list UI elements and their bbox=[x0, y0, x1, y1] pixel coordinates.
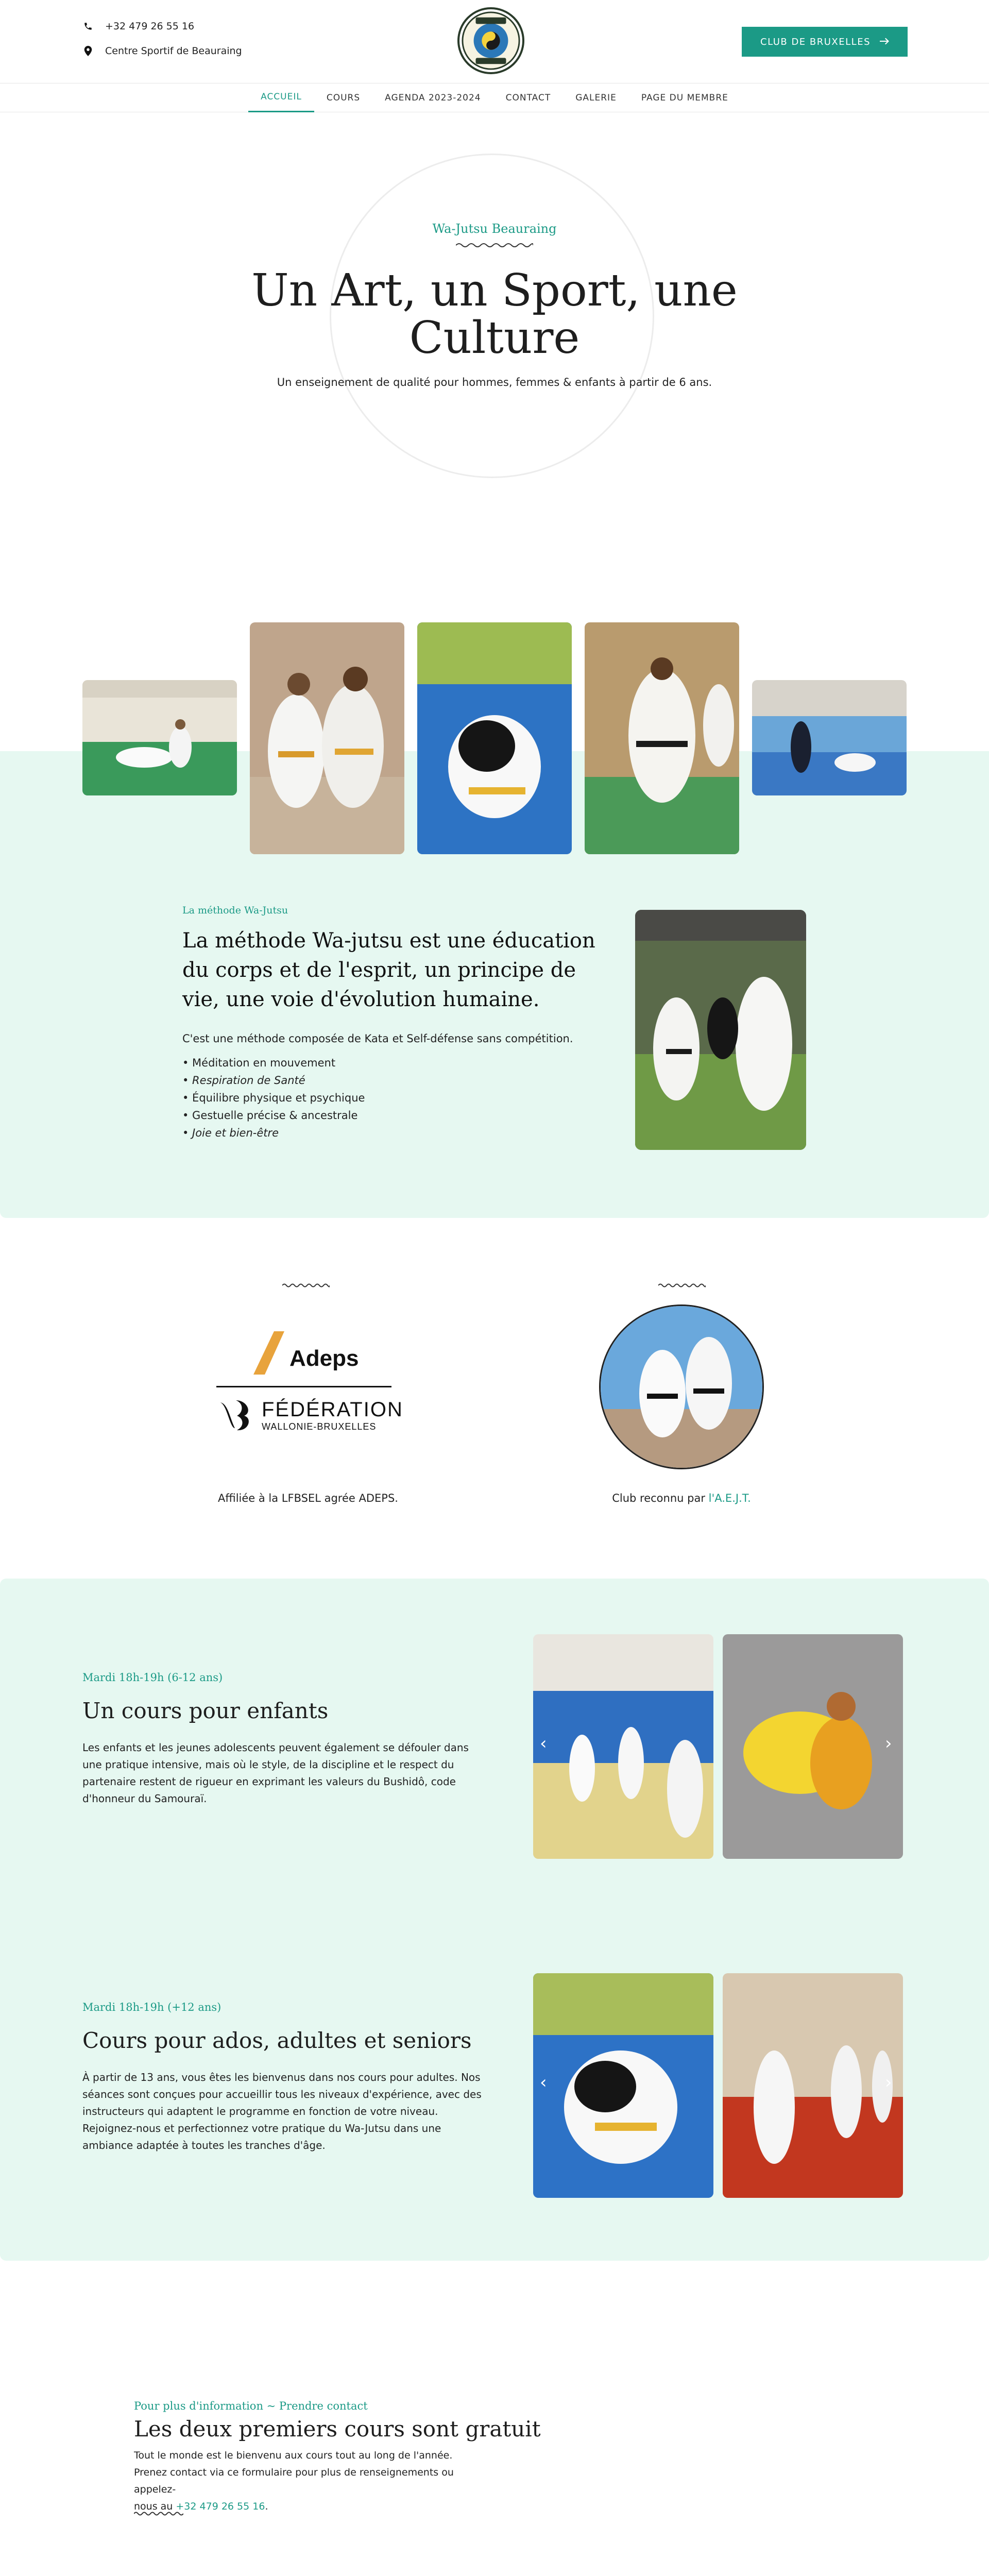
aejt-emblem[interactable] bbox=[599, 1304, 764, 1469]
chevron-left-icon[interactable]: ‹ bbox=[540, 1733, 547, 1754]
adeps-logo-text: Adeps bbox=[289, 1346, 359, 1371]
hero-title: Un Art, un Sport, une Culture bbox=[251, 265, 738, 364]
contact-text bbox=[134, 2447, 494, 2515]
adeps-fwb-logo bbox=[216, 1331, 403, 1450]
methode-list bbox=[182, 1054, 365, 1142]
affiliations-section bbox=[0, 1218, 989, 1579]
methode-kicker: La méthode Wa-Jutsu bbox=[182, 905, 288, 916]
list-item: • Joie et bien-être bbox=[182, 1127, 279, 1139]
affiliation-caption-right bbox=[553, 1492, 810, 1504]
contact-line-3-suffix: . bbox=[265, 2501, 268, 2512]
fwb-line1: FÉDÉRATION bbox=[262, 1398, 403, 1421]
main-nav bbox=[0, 83, 989, 112]
phone-line[interactable] bbox=[82, 21, 194, 32]
contact-title: Les deux premiers cours sont gratuit bbox=[134, 2416, 541, 2442]
gallery-image-4[interactable] bbox=[585, 622, 739, 854]
phone-text: +32 479 26 55 16 bbox=[105, 21, 195, 32]
club-button-label: CLUB DE BRUXELLES bbox=[760, 36, 871, 47]
nav-contact[interactable]: CONTACT bbox=[505, 92, 551, 103]
squiggle-divider bbox=[282, 1283, 330, 1288]
list-item: • Méditation en mouvement bbox=[182, 1057, 336, 1069]
contact-phone-link[interactable]: +32 479 26 55 16 bbox=[176, 2501, 265, 2512]
nav-agenda[interactable]: AGENDA 2023-2024 bbox=[385, 92, 481, 103]
cours-kicker: Mardi 18h-19h (6-12 ans) bbox=[82, 1671, 223, 1684]
hero-lead: Un enseignement de qualité pour hommes, femmes & enfants à partir de 6 ans. bbox=[277, 376, 712, 388]
cours-section bbox=[0, 1579, 989, 2261]
contact-kicker: Pour plus d'information ~ Prendre contact bbox=[134, 2400, 368, 2412]
cours-title: Cours pour ados, adultes et seniors bbox=[82, 2028, 472, 2053]
carousel-image bbox=[533, 1634, 713, 1859]
fwb-line2: WALLONIE-BRUXELLES bbox=[262, 1421, 377, 1432]
location-line bbox=[82, 45, 242, 57]
location-text: Centre Sportif de Beauraing bbox=[105, 45, 242, 57]
hero-kicker bbox=[0, 222, 989, 248]
contact-line-1: Tout le monde est le bienvenu aux cours tout au long de l'année. bbox=[134, 2450, 453, 2461]
site-header bbox=[0, 0, 989, 83]
chevron-right-icon[interactable]: › bbox=[885, 2072, 892, 2093]
fwb-logo bbox=[216, 1397, 403, 1433]
squiggle-divider bbox=[456, 242, 533, 248]
chevron-left-icon[interactable]: ‹ bbox=[540, 2072, 547, 2093]
gallery-image-2[interactable] bbox=[250, 622, 404, 854]
nav-cours[interactable]: COURS bbox=[326, 92, 361, 103]
gallery-image-3[interactable] bbox=[417, 622, 572, 854]
carousel-image bbox=[723, 1634, 903, 1859]
club-logo[interactable] bbox=[457, 7, 524, 74]
arrow-right-icon bbox=[880, 37, 889, 47]
chevron-right-icon[interactable]: › bbox=[885, 1733, 892, 1754]
carousel-image bbox=[533, 1973, 713, 2198]
fwb-mark-icon bbox=[216, 1397, 254, 1433]
contact-section bbox=[0, 2261, 989, 2576]
carousel-image bbox=[723, 1973, 903, 2198]
list-item: • Respiration de Santé bbox=[182, 1074, 305, 1087]
map-pin-icon bbox=[82, 45, 94, 57]
contact-line-3 bbox=[134, 2498, 494, 2515]
cours-kicker: Mardi 18h-19h (+12 ans) bbox=[82, 2001, 221, 2013]
hero-kicker-text: Wa-Jutsu Beauraing bbox=[432, 222, 557, 236]
nav-galerie[interactable]: GALERIE bbox=[575, 92, 617, 103]
methode-title: La méthode Wa-jutsu est une éducation du corps et de l'esprit, un principe de vie, une voie d'évolution humaine. bbox=[182, 929, 595, 1011]
affiliation-caption-left: Affiliée à la LFBSEL agrée ADEPS. bbox=[218, 1492, 398, 1504]
list-item: • Équilibre physique et psychique bbox=[182, 1092, 365, 1104]
methode-intro: C'est une méthode composée de Kata et Self-défense sans compétition. bbox=[182, 1032, 573, 1045]
squiggle-divider bbox=[134, 2511, 183, 2516]
contact-line-3-prefix: nous au bbox=[134, 2501, 176, 2512]
cours-title: Un cours pour enfants bbox=[82, 1698, 329, 1723]
methode-section bbox=[0, 751, 989, 1218]
cours-text: Les enfants et les jeunes adolescents peuvent également se défouler dans une pratique intensive, mais où le style, de la discipline et le respect du partenaire restent de rigueur en exprimant les valeurs du Bushidô, code d'honneur du Samouraï. bbox=[82, 1741, 469, 1805]
caption-prefix: Club reconnu par bbox=[612, 1492, 709, 1504]
squiggle-divider bbox=[658, 1283, 706, 1288]
nav-accueil[interactable]: ACCUEIL bbox=[248, 83, 314, 112]
hero-section bbox=[0, 112, 989, 509]
aejt-link[interactable]: l'A.E.J.T. bbox=[708, 1492, 751, 1504]
nav-page-du-membre[interactable]: PAGE DU MEMBRE bbox=[641, 92, 728, 103]
logo-divider bbox=[216, 1386, 391, 1387]
methode-photo bbox=[635, 910, 806, 1150]
gallery-image-5[interactable] bbox=[752, 680, 907, 795]
adeps-mark-icon bbox=[253, 1331, 284, 1375]
contact-line-2: Prenez contact via ce formulaire pour plus de renseignements ou appelez- bbox=[134, 2467, 454, 2495]
phone-icon bbox=[82, 21, 94, 32]
cours-text: À partir de 13 ans, vous êtes les bienvenus dans nos cours pour adultes. Nos séances sont conçues pour accueillir tous les niveaux d'expérience, avec des instructeurs qui adaptent le programme en fonction de votre niveau. Rejoignez-nous et perfectionnez votre pratique du Wa-Jutsu dans une ambiance adaptée à toutes les tranches d'âge. bbox=[82, 2071, 482, 2151]
list-item: • Gestuelle précise & ancestrale bbox=[182, 1109, 358, 1122]
club-bruxelles-button[interactable] bbox=[742, 27, 908, 57]
gallery-image-1[interactable] bbox=[82, 680, 237, 795]
club-logo-emblem bbox=[461, 10, 521, 71]
adeps-logo bbox=[253, 1331, 359, 1375]
